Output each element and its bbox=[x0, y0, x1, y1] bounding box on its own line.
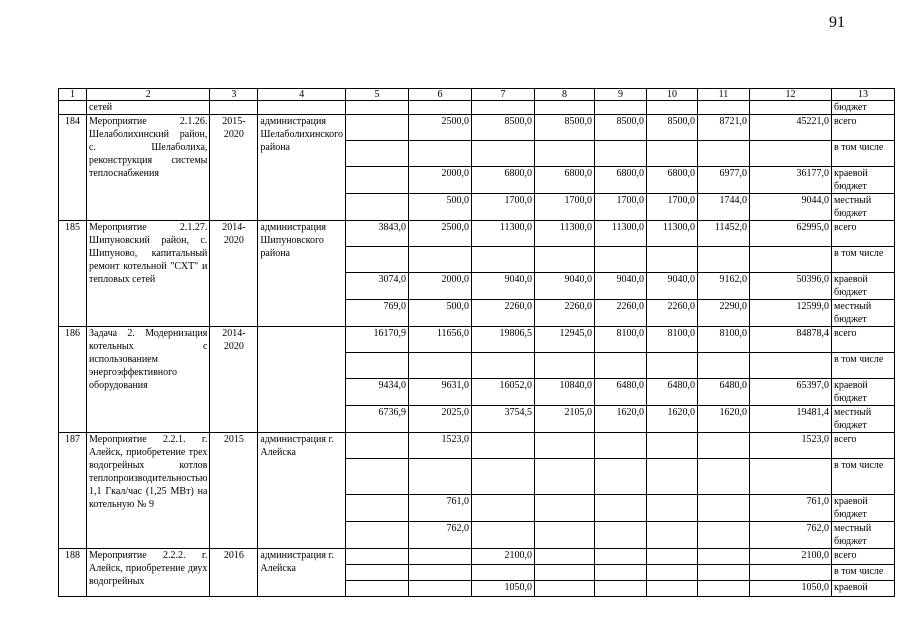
amount-cell bbox=[535, 433, 595, 459]
amount-cell bbox=[346, 247, 409, 273]
amount-cell: 65397,0 bbox=[750, 379, 832, 406]
amount-cell: 2105,0 bbox=[535, 406, 595, 433]
amount-cell: 500,0 bbox=[409, 194, 472, 221]
budget-type-cell: в том числе bbox=[832, 141, 895, 167]
budget-type-cell: местный бюджет bbox=[832, 194, 895, 221]
amount-cell bbox=[595, 495, 647, 522]
amount-cell: 8500,0 bbox=[647, 115, 698, 141]
amount-cell: 2260,0 bbox=[472, 300, 535, 327]
amount-cell: 62995,0 bbox=[750, 221, 832, 247]
amount-cell: 36177,0 bbox=[750, 167, 832, 194]
empty-cell bbox=[472, 101, 535, 115]
amount-cell bbox=[595, 433, 647, 459]
amount-cell: 19806,5 bbox=[472, 327, 535, 353]
amount-cell bbox=[750, 353, 832, 379]
amount-cell: 2260,0 bbox=[595, 300, 647, 327]
amount-cell bbox=[750, 141, 832, 167]
amount-cell bbox=[472, 495, 535, 522]
description-cell: Задача 2. Модернизация котельных с использованием энергоэффективного оборудования bbox=[87, 327, 210, 433]
budget-type-cell: краевой бюджет bbox=[832, 273, 895, 300]
amount-cell bbox=[698, 433, 750, 459]
amount-cell bbox=[472, 565, 535, 581]
amount-cell bbox=[698, 353, 750, 379]
amount-cell: 11656,0 bbox=[409, 327, 472, 353]
budget-type-cell: в том числе bbox=[832, 353, 895, 379]
column-header: 6 bbox=[409, 89, 472, 101]
amount-cell: 9631,0 bbox=[409, 379, 472, 406]
amount-cell: 2025,0 bbox=[409, 406, 472, 433]
amount-cell: 12599,0 bbox=[750, 300, 832, 327]
amount-cell bbox=[698, 495, 750, 522]
column-header: 11 bbox=[698, 89, 750, 101]
description-cell: Мероприятие 2.1.27. Шипуновский район, с. Шипуново, капитальный ремонт котельной "СХТ" и тепловых сетей bbox=[87, 221, 210, 327]
amount-cell: 9162,0 bbox=[698, 273, 750, 300]
table-row bbox=[59, 549, 895, 565]
column-header: 8 bbox=[535, 89, 595, 101]
budget-type-cell: краевой bbox=[832, 581, 895, 597]
amount-cell: 11300,0 bbox=[472, 221, 535, 247]
empty-cell bbox=[750, 101, 832, 115]
amount-cell bbox=[750, 565, 832, 581]
row-number-cell: 188 bbox=[59, 549, 87, 597]
column-header: 5 bbox=[346, 89, 409, 101]
amount-cell bbox=[535, 247, 595, 273]
amount-cell bbox=[472, 141, 535, 167]
amount-cell: 8500,0 bbox=[595, 115, 647, 141]
amount-cell: 6480,0 bbox=[698, 379, 750, 406]
amount-cell bbox=[698, 549, 750, 565]
amount-cell bbox=[595, 581, 647, 597]
amount-cell bbox=[647, 433, 698, 459]
amount-cell: 8100,0 bbox=[698, 327, 750, 353]
column-header: 10 bbox=[647, 89, 698, 101]
amount-cell: 6736,9 bbox=[346, 406, 409, 433]
column-header: 13 bbox=[832, 89, 895, 101]
budget-type-cell: местный бюджет bbox=[832, 300, 895, 327]
amount-cell: 1700,0 bbox=[595, 194, 647, 221]
amount-cell bbox=[346, 353, 409, 379]
amount-cell: 3754,5 bbox=[472, 406, 535, 433]
amount-cell: 11300,0 bbox=[595, 221, 647, 247]
amount-cell bbox=[346, 115, 409, 141]
amount-cell bbox=[472, 433, 535, 459]
amount-cell: 1744,0 bbox=[698, 194, 750, 221]
amount-cell bbox=[647, 495, 698, 522]
budget-type-cell: краевой бюджет bbox=[832, 379, 895, 406]
amount-cell bbox=[698, 459, 750, 495]
table-row bbox=[59, 433, 895, 459]
amount-cell bbox=[346, 581, 409, 597]
description-cell: Мероприятие 2.1.26. Шелаболихинский район, с. Шелаболиха, реконструкция системы теплоснабжения bbox=[87, 115, 210, 221]
description-cell: Мероприятие 2.2.2. г. Алейск, приобретение двух водогрейных bbox=[87, 549, 210, 597]
empty-cell bbox=[346, 101, 409, 115]
amount-cell: 3074,0 bbox=[346, 273, 409, 300]
executor-cell: администрация г. Алейска bbox=[258, 433, 346, 549]
budget-type-cell: в том числе bbox=[832, 565, 895, 581]
amount-cell bbox=[346, 141, 409, 167]
amount-cell bbox=[595, 549, 647, 565]
row-number-cell: 187 bbox=[59, 433, 87, 549]
amount-cell: 2290,0 bbox=[698, 300, 750, 327]
amount-cell: 1700,0 bbox=[472, 194, 535, 221]
amount-cell: 1523,0 bbox=[750, 433, 832, 459]
page-number: 91 bbox=[829, 14, 845, 31]
amount-cell bbox=[346, 495, 409, 522]
amount-cell: 2260,0 bbox=[535, 300, 595, 327]
years-cell: 2014-2020 bbox=[210, 221, 258, 327]
amount-cell: 19481,4 bbox=[750, 406, 832, 433]
amount-cell: 1050,0 bbox=[750, 581, 832, 597]
table-row bbox=[59, 101, 895, 115]
amount-cell bbox=[595, 522, 647, 549]
executor-cell: администрация Шипуновского района bbox=[258, 221, 346, 327]
amount-cell: 6800,0 bbox=[535, 167, 595, 194]
amount-cell bbox=[472, 247, 535, 273]
column-header: 1 bbox=[59, 89, 87, 101]
column-header: 7 bbox=[472, 89, 535, 101]
empty-cell bbox=[535, 101, 595, 115]
amount-cell: 1523,0 bbox=[409, 433, 472, 459]
table-row bbox=[59, 115, 895, 141]
amount-cell bbox=[535, 581, 595, 597]
amount-cell bbox=[472, 353, 535, 379]
amount-cell bbox=[346, 522, 409, 549]
table-row bbox=[59, 221, 895, 247]
amount-cell: 769,0 bbox=[346, 300, 409, 327]
amount-cell: 762,0 bbox=[750, 522, 832, 549]
amount-cell: 16052,0 bbox=[472, 379, 535, 406]
amount-cell: 2000,0 bbox=[409, 273, 472, 300]
amount-cell bbox=[698, 141, 750, 167]
amount-cell bbox=[535, 549, 595, 565]
amount-cell bbox=[472, 522, 535, 549]
amount-cell: 11300,0 bbox=[647, 221, 698, 247]
amount-cell bbox=[535, 353, 595, 379]
amount-cell: 45221,0 bbox=[750, 115, 832, 141]
row-number-cell: 185 bbox=[59, 221, 87, 327]
amount-cell: 1700,0 bbox=[535, 194, 595, 221]
amount-cell: 1620,0 bbox=[595, 406, 647, 433]
amount-cell bbox=[647, 459, 698, 495]
amount-cell: 50396,0 bbox=[750, 273, 832, 300]
amount-cell: 9040,0 bbox=[647, 273, 698, 300]
amount-cell bbox=[595, 353, 647, 379]
amount-cell: 9044,0 bbox=[750, 194, 832, 221]
amount-cell bbox=[346, 549, 409, 565]
amount-cell: 762,0 bbox=[409, 522, 472, 549]
empty-cell bbox=[647, 101, 698, 115]
amount-cell: 11452,0 bbox=[698, 221, 750, 247]
budget-type-cell: всего bbox=[832, 115, 895, 141]
amount-cell: 84878,4 bbox=[750, 327, 832, 353]
empty-cell bbox=[409, 101, 472, 115]
amount-cell bbox=[647, 581, 698, 597]
column-header: 4 bbox=[258, 89, 346, 101]
budget-type-cell: бюджет bbox=[832, 101, 895, 115]
amount-cell bbox=[535, 459, 595, 495]
amount-cell bbox=[409, 549, 472, 565]
amount-cell: 8500,0 bbox=[535, 115, 595, 141]
amount-cell bbox=[698, 581, 750, 597]
amount-cell bbox=[409, 247, 472, 273]
amount-cell: 16170,9 bbox=[346, 327, 409, 353]
empty-cell bbox=[258, 101, 346, 115]
amount-cell bbox=[698, 565, 750, 581]
amount-cell bbox=[409, 459, 472, 495]
amount-cell bbox=[595, 141, 647, 167]
amount-cell: 500,0 bbox=[409, 300, 472, 327]
budget-type-cell: всего bbox=[832, 433, 895, 459]
budget-type-cell: краевой бюджет bbox=[832, 167, 895, 194]
amount-cell bbox=[647, 353, 698, 379]
amount-cell: 9040,0 bbox=[535, 273, 595, 300]
budget-type-cell: всего bbox=[832, 327, 895, 353]
column-header: 3 bbox=[210, 89, 258, 101]
amount-cell: 8721,0 bbox=[698, 115, 750, 141]
budget-type-cell: местный бюджет bbox=[832, 406, 895, 433]
amount-cell bbox=[750, 247, 832, 273]
amount-cell bbox=[647, 522, 698, 549]
amount-cell: 6480,0 bbox=[595, 379, 647, 406]
budget-type-cell: в том числе bbox=[832, 247, 895, 273]
amount-cell bbox=[647, 565, 698, 581]
empty-cell bbox=[59, 101, 87, 115]
amount-cell: 6800,0 bbox=[595, 167, 647, 194]
amount-cell bbox=[595, 459, 647, 495]
table-row bbox=[59, 327, 895, 353]
amount-cell bbox=[346, 433, 409, 459]
amount-cell: 9434,0 bbox=[346, 379, 409, 406]
column-header: 9 bbox=[595, 89, 647, 101]
executor-cell bbox=[258, 327, 346, 433]
amount-cell bbox=[595, 247, 647, 273]
amount-cell bbox=[698, 247, 750, 273]
executor-cell: администрация Шелаболихинского района bbox=[258, 115, 346, 221]
amount-cell: 6977,0 bbox=[698, 167, 750, 194]
budget-type-cell: в том числе bbox=[832, 459, 895, 495]
amount-cell bbox=[535, 141, 595, 167]
amount-cell bbox=[750, 459, 832, 495]
amount-cell: 6480,0 bbox=[647, 379, 698, 406]
empty-cell bbox=[698, 101, 750, 115]
amount-cell: 6800,0 bbox=[472, 167, 535, 194]
header-row bbox=[59, 89, 895, 101]
amount-cell bbox=[409, 581, 472, 597]
amount-cell bbox=[535, 522, 595, 549]
amount-cell bbox=[647, 549, 698, 565]
amount-cell: 761,0 bbox=[409, 495, 472, 522]
amount-cell bbox=[472, 459, 535, 495]
amount-cell bbox=[346, 565, 409, 581]
amount-cell: 2100,0 bbox=[472, 549, 535, 565]
amount-cell bbox=[647, 247, 698, 273]
amount-cell: 2260,0 bbox=[647, 300, 698, 327]
budget-table-container bbox=[58, 88, 895, 597]
amount-cell: 2000,0 bbox=[409, 167, 472, 194]
description-cell: сетей bbox=[87, 101, 210, 115]
amount-cell: 12945,0 bbox=[535, 327, 595, 353]
amount-cell bbox=[535, 495, 595, 522]
budget-table bbox=[58, 88, 895, 597]
amount-cell bbox=[409, 353, 472, 379]
amount-cell: 1620,0 bbox=[647, 406, 698, 433]
amount-cell: 8500,0 bbox=[472, 115, 535, 141]
amount-cell bbox=[346, 459, 409, 495]
amount-cell: 8100,0 bbox=[647, 327, 698, 353]
amount-cell: 8100,0 bbox=[595, 327, 647, 353]
amount-cell bbox=[595, 565, 647, 581]
row-number-cell: 186 bbox=[59, 327, 87, 433]
budget-type-cell: всего bbox=[832, 549, 895, 565]
amount-cell bbox=[409, 565, 472, 581]
empty-cell bbox=[595, 101, 647, 115]
amount-cell: 9040,0 bbox=[595, 273, 647, 300]
years-cell: 2014-2020 bbox=[210, 327, 258, 433]
amount-cell: 1700,0 bbox=[647, 194, 698, 221]
budget-type-cell: краевой бюджет bbox=[832, 495, 895, 522]
amount-cell: 3843,0 bbox=[346, 221, 409, 247]
budget-type-cell: местный бюджет bbox=[832, 522, 895, 549]
years-cell: 2016 bbox=[210, 549, 258, 597]
amount-cell bbox=[409, 141, 472, 167]
budget-type-cell: всего bbox=[832, 221, 895, 247]
column-header: 12 bbox=[750, 89, 832, 101]
empty-cell bbox=[210, 101, 258, 115]
column-header: 2 bbox=[87, 89, 210, 101]
amount-cell bbox=[698, 522, 750, 549]
executor-cell: администрация г. Алейска bbox=[258, 549, 346, 597]
amount-cell: 11300,0 bbox=[535, 221, 595, 247]
amount-cell bbox=[346, 167, 409, 194]
amount-cell bbox=[346, 194, 409, 221]
amount-cell bbox=[535, 565, 595, 581]
amount-cell: 1620,0 bbox=[698, 406, 750, 433]
years-cell: 2015-2020 bbox=[210, 115, 258, 221]
amount-cell bbox=[647, 141, 698, 167]
row-number-cell: 184 bbox=[59, 115, 87, 221]
amount-cell: 2500,0 bbox=[409, 115, 472, 141]
amount-cell: 6800,0 bbox=[647, 167, 698, 194]
description-cell: Мероприятие 2.2.1. г. Алейск, приобретение трех водогрейных котлов теплопроизводительностью 1,1 Гкал/час (1,25 МВт) на котельную № 9 bbox=[87, 433, 210, 549]
amount-cell: 2100,0 bbox=[750, 549, 832, 565]
amount-cell: 1050,0 bbox=[472, 581, 535, 597]
amount-cell: 761,0 bbox=[750, 495, 832, 522]
amount-cell: 10840,0 bbox=[535, 379, 595, 406]
amount-cell: 9040,0 bbox=[472, 273, 535, 300]
amount-cell: 2500,0 bbox=[409, 221, 472, 247]
years-cell: 2015 bbox=[210, 433, 258, 549]
